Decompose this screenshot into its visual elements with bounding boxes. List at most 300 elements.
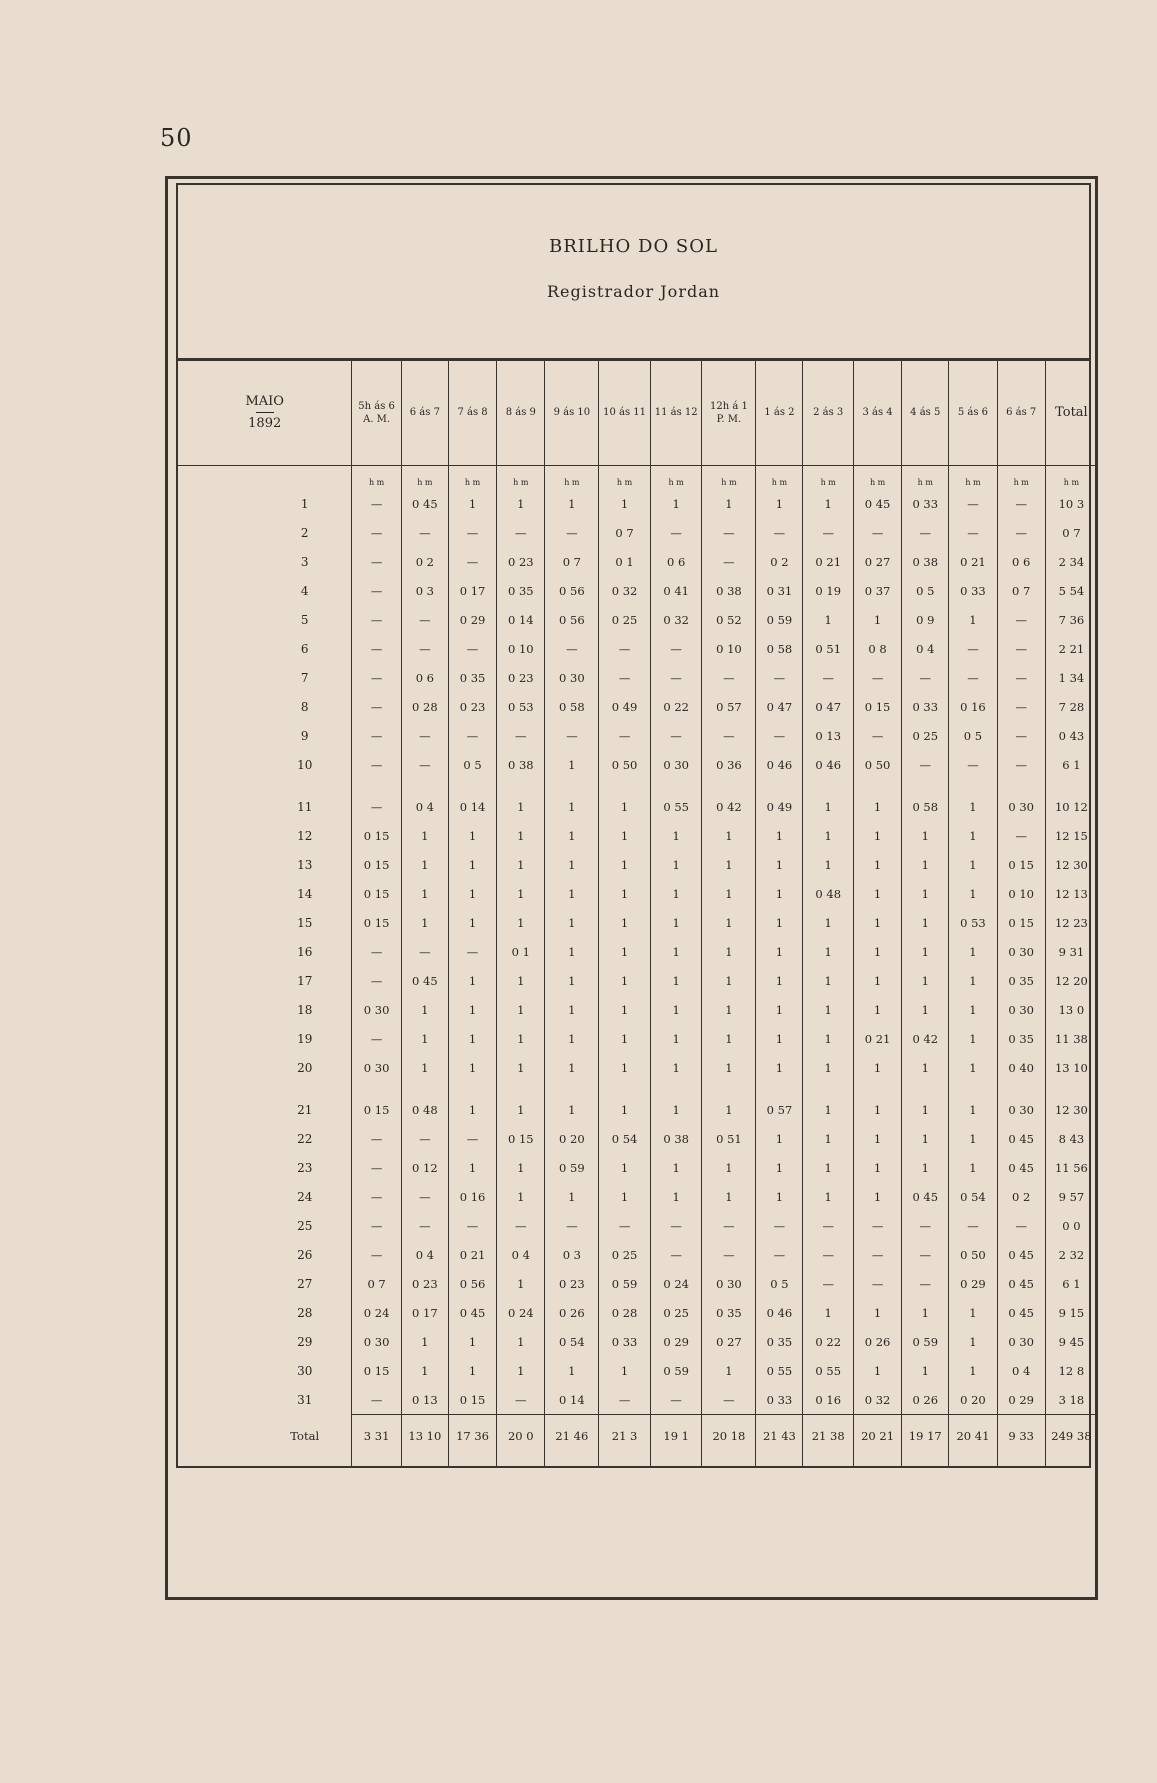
day-label: 29 [297,1335,313,1350]
table-cell: 0 38 [650,1124,702,1153]
year-label: 1892 [248,416,282,432]
table-cell: 0 4 [997,1357,1045,1386]
table-cell: 2 21 [1045,634,1097,663]
total-cell: 20 18 [702,1415,756,1458]
table-cell: 0 33 [949,576,997,605]
table-cell: 1 [949,1328,997,1357]
table-cell: 0 13 [803,722,853,751]
table-cell: 0 41 [650,576,702,605]
day-label: 4 [300,583,309,598]
table-cell: 1 [650,850,702,879]
table-cell: 1 [902,996,949,1025]
table-cell: 1 [853,850,901,879]
day-label: 28 [297,1306,313,1321]
table-cell: 1 [902,966,949,995]
table-cell: — [853,1240,901,1269]
table-cell: — [448,547,496,576]
table-cell: 0 2 [401,547,448,576]
table-cell: 0 32 [599,576,651,605]
table-cell: 1 [599,1357,651,1386]
table-cell: 0 38 [702,576,756,605]
table-cell: 1 [949,966,997,995]
table-cell: — [352,792,401,821]
table-cell: 1 [401,1025,448,1054]
table-cell: 0 45 [853,489,901,518]
table-cell: 1 [497,850,545,879]
table-cell: 12 30 [1045,1095,1097,1124]
table-cell: 1 [448,1095,496,1124]
table-cell: 1 [853,996,901,1025]
day-label: 18 [297,1003,313,1018]
table-cell: — [949,634,997,663]
table-cell: 0 15 [352,821,401,850]
table-cell: 1 [545,937,599,966]
table-row [178,1328,1097,1357]
table-cell: 1 [448,1153,496,1182]
spacer-cell [401,1458,448,1466]
table-cell: 0 15 [352,879,401,908]
table-cell: — [352,663,401,692]
table-cell: — [902,1269,949,1298]
table-cell: 9 31 [1045,937,1097,966]
day-label: 16 [297,944,313,959]
table-cell: 0 40 [997,1054,1045,1083]
table-cell: — [997,693,1045,722]
table-cell: 0 29 [949,1269,997,1298]
table-cell: 0 54 [599,1124,651,1153]
table-cell: 0 1 [497,937,545,966]
spacer-cell [1045,1083,1097,1095]
table-cell: 0 23 [545,1269,599,1298]
table-cell: — [599,1386,651,1415]
column-header-line: 2 ás 3 [813,407,844,419]
table-cell: — [902,518,949,547]
column-header [853,361,901,465]
table-cell: 0 30 [545,663,599,692]
table-cell: 0 35 [756,1328,803,1357]
table-cell: — [853,722,901,751]
table-cell: 1 [545,489,599,518]
table-cell: 0 50 [949,1240,997,1269]
table-cell: 0 30 [702,1269,756,1298]
table-cell: — [352,634,401,663]
total-cell: 21 3 [599,1415,651,1458]
table-cell: 0 45 [997,1269,1045,1298]
table-cell: 1 [702,1182,756,1211]
table-cell: — [352,1025,401,1054]
day-label: 22 [297,1131,313,1146]
column-header-line: 12h á 1 [709,400,748,412]
column-header-line: 9 ás 10 [553,407,591,419]
table-cell: 0 16 [803,1386,853,1415]
spacer-cell [853,1458,901,1466]
column-header-line: Total [1055,405,1088,421]
table-inner-frame [176,183,1091,1468]
table-cell: — [756,518,803,547]
table-cell: — [756,722,803,751]
table-cell: 12 13 [1045,879,1097,908]
table-cell: 0 45 [448,1299,496,1328]
table-cell: 1 [702,879,756,908]
table-cell: 1 [702,1153,756,1182]
spacer-cell [178,780,352,792]
table-cell: 0 10 [702,634,756,663]
table-cell: 0 33 [756,1386,803,1415]
table-cell: — [599,722,651,751]
table-cell: 1 [448,1054,496,1083]
table-cell: 1 [803,1153,853,1182]
table-cell: 1 [599,996,651,1025]
day-label: 27 [297,1276,313,1291]
table-cell: 0 5 [949,722,997,751]
spacer-cell [599,1458,651,1466]
day-label: 20 [297,1061,313,1076]
table-cell: — [401,937,448,966]
table-cell: 1 [702,1054,756,1083]
table-cell: 0 20 [949,1386,997,1415]
table-cell: — [545,518,599,547]
total-cell: 19 1 [650,1415,702,1458]
table-cell: — [756,663,803,692]
table-cell: 0 15 [997,908,1045,937]
table-cell: 0 46 [756,751,803,780]
table-cell: — [352,1240,401,1269]
month-label: MAIO [245,394,284,410]
table-cell: 1 [545,751,599,780]
table-cell: 1 [803,966,853,995]
table-cell: 1 [756,1124,803,1153]
table-cell: — [949,751,997,780]
table-cell: 1 [803,908,853,937]
table-cell: 1 [702,996,756,1025]
table-cell: 10 3 [1045,489,1097,518]
table-cell: 1 [702,937,756,966]
table-cell: 1 [650,1095,702,1124]
column-header-line: 4 ás 5 [910,407,941,419]
table-cell: 0 4 [902,634,949,663]
column-header [756,361,803,465]
table-cell: — [853,663,901,692]
table-row [178,1124,1097,1153]
column-header [902,361,949,465]
table-cell: 1 [756,996,803,1025]
spacer-cell [599,780,651,792]
spacer-cell [756,1083,803,1095]
table-cell: 1 [803,937,853,966]
column-header [448,361,496,465]
table-cell: 1 [448,850,496,879]
table-cell: — [352,1124,401,1153]
table-cell: 1 [949,879,997,908]
table-row [178,1054,1097,1083]
table-cell: 1 [599,792,651,821]
spacer-cell [352,780,401,792]
table-cell: 11 56 [1045,1153,1097,1182]
table-cell: 0 16 [448,1182,496,1211]
table-cell: 6 1 [1045,751,1097,780]
spacer-cell [178,1083,352,1095]
table-cell: — [997,821,1045,850]
table-cell: 0 10 [497,634,545,663]
table-cell: 0 23 [401,1269,448,1298]
spacer-cell [178,1458,352,1466]
table-cell: 1 [803,792,853,821]
spacer-cell [902,1083,949,1095]
table-cell: 0 20 [545,1124,599,1153]
day-label: 7 [300,671,309,685]
table-cell: 1 [902,1054,949,1083]
table-cell: 10 12 [1045,792,1097,821]
table-cell: — [352,1182,401,1211]
column-header [401,361,448,465]
table-cell: 1 [702,821,756,850]
table-row [178,576,1097,605]
table-cell: 0 57 [756,1095,803,1124]
column-header [997,361,1045,465]
table-cell: 0 5 [756,1269,803,1298]
table-cell: 1 [853,937,901,966]
table-row [178,1211,1097,1240]
table-cell: 0 58 [902,792,949,821]
day-label: 13 [297,857,313,872]
table-cell: 0 45 [902,1182,949,1211]
unit-label: h m [949,465,997,489]
table-cell: 1 [853,879,901,908]
table-cell: 1 [599,966,651,995]
table-row [178,1182,1097,1211]
table-cell: 1 [448,1328,496,1357]
table-cell: 0 56 [448,1269,496,1298]
table-cell: 0 13 [401,1386,448,1415]
spacer-cell [949,1083,997,1095]
table-cell: 0 58 [545,693,599,722]
table-cell: — [997,634,1045,663]
table-cell: 0 14 [448,792,496,821]
spacer-cell [702,780,756,792]
table-cell: 0 3 [401,576,448,605]
table-cell: — [352,1153,401,1182]
table-cell: — [401,751,448,780]
table-row [178,1025,1097,1054]
spacer-cell [997,780,1045,792]
table-cell: 1 [949,821,997,850]
table-cell: 0 50 [853,751,901,780]
table-cell: 0 38 [902,547,949,576]
total-cell: 9 33 [997,1415,1045,1458]
table-cell: 1 [497,821,545,850]
table-cell: 1 [650,1182,702,1211]
table-row [178,489,1097,518]
table-cell: 0 55 [756,1357,803,1386]
table-row [178,908,1097,937]
unit-label: h m [448,465,496,489]
table-row [178,518,1097,547]
table-cell: 0 31 [756,576,803,605]
column-header [702,361,756,465]
table-cell: 0 35 [448,663,496,692]
day-label: 14 [297,886,313,901]
spacer-cell [756,1458,803,1466]
table-cell: 0 14 [545,1386,599,1415]
table-cell: — [997,1211,1045,1240]
spacer-cell [902,780,949,792]
table-cell: 0 2 [997,1182,1045,1211]
table-cell: 0 59 [545,1153,599,1182]
spacer-cell [1045,1458,1097,1466]
table-cell: 0 30 [650,751,702,780]
table-cell: 1 [650,879,702,908]
table-cell: — [401,518,448,547]
table-title: BRILHO DO SOL [549,236,718,257]
total-row [178,1415,1097,1458]
table-row [178,1357,1097,1386]
column-header [599,361,651,465]
table-cell: 1 [497,1182,545,1211]
table-cell: 1 [401,996,448,1025]
table-cell: 1 [497,1095,545,1124]
day-label: 2 [300,525,309,540]
table-cell: 1 [545,908,599,937]
table-cell: 1 [853,1299,901,1328]
spacer-cell [650,1083,702,1095]
table-cell: 0 22 [803,1328,853,1357]
table-cell: 0 5 [902,576,949,605]
table-cell: 0 42 [702,792,756,821]
table-cell: — [902,1211,949,1240]
table-cell: 1 [599,1153,651,1182]
spacer-cell [650,1458,702,1466]
table-cell: 1 34 [1045,663,1097,692]
table-cell: 1 [803,850,853,879]
table-cell: 13 10 [1045,1054,1097,1083]
table-row [178,937,1097,966]
table-cell: 1 [650,821,702,850]
table-cell: — [949,663,997,692]
table-cell: — [448,1211,496,1240]
table-cell: 0 26 [545,1299,599,1328]
table-cell: 0 30 [997,996,1045,1025]
total-cell: 249 38 [1045,1415,1097,1458]
table-cell: 0 26 [902,1386,949,1415]
unit-label: h m [997,465,1045,489]
day-label: 5 [300,612,309,627]
table-cell: 0 50 [599,751,651,780]
table-cell: — [902,1240,949,1269]
table-cell: — [853,518,901,547]
table-cell: 0 3 [545,1240,599,1269]
table-cell: 0 30 [997,937,1045,966]
table-cell: — [997,518,1045,547]
table-cell: 0 52 [702,605,756,634]
table-row [178,1095,1097,1124]
table-cell: 0 7 [545,547,599,576]
table-row [178,693,1097,722]
table-cell: 1 [702,1357,756,1386]
table-cell: — [401,1182,448,1211]
table-cell: — [448,1124,496,1153]
table-row [178,1153,1097,1182]
table-cell: 1 [650,966,702,995]
table-cell: 1 [545,1095,599,1124]
table-cell: 1 [949,1299,997,1328]
table-cell: 0 49 [599,693,651,722]
table-cell: 0 59 [599,1269,651,1298]
day-label: 19 [297,1032,313,1047]
table-cell: 1 [448,1025,496,1054]
table-cell: 13 0 [1045,996,1097,1025]
table-cell: 1 [902,937,949,966]
table-cell: 1 [545,996,599,1025]
table-cell: 1 [902,1299,949,1328]
spacer-cell [803,780,853,792]
spacer-cell [803,1083,853,1095]
table-cell: — [650,518,702,547]
table-cell: — [756,1240,803,1269]
table-cell: 9 45 [1045,1328,1097,1357]
table-cell: 1 [949,937,997,966]
table-cell: 0 35 [997,1025,1045,1054]
table-cell: — [352,1386,401,1415]
column-header-line: 8 ás 9 [505,407,536,419]
table-cell: — [650,663,702,692]
table-cell: 1 [448,996,496,1025]
table-cell: 0 30 [352,996,401,1025]
table-cell: 1 [702,489,756,518]
table-row [178,722,1097,751]
table-cell: — [352,605,401,634]
table-cell: — [949,518,997,547]
table-cell: — [650,722,702,751]
table-cell: 8 43 [1045,1124,1097,1153]
table-cell: 1 [902,1124,949,1153]
table-cell: — [949,489,997,518]
table-cell: — [352,518,401,547]
table-cell: 1 [545,792,599,821]
table-cell: 0 58 [756,634,803,663]
table-cell: 7 36 [1045,605,1097,634]
table-cell: 0 59 [756,605,803,634]
table-cell: 1 [756,879,803,908]
table-cell: 1 [650,489,702,518]
table-cell: 0 43 [1045,722,1097,751]
spacer-cell [902,1458,949,1466]
spacer-cell [803,1458,853,1466]
table-row [178,634,1097,663]
total-cell: 21 46 [545,1415,599,1458]
spacer-cell [448,1083,496,1095]
table-cell: 1 [949,1054,997,1083]
table-cell: 0 29 [448,605,496,634]
unit-row [178,465,1097,489]
column-header [545,361,599,465]
spacer-cell [997,1083,1045,1095]
table-row [178,1386,1097,1415]
table-cell: 9 15 [1045,1299,1097,1328]
table-cell: 0 17 [401,1299,448,1328]
table-cell: 1 [401,1054,448,1083]
table-cell: 1 [853,792,901,821]
table-cell: 1 [803,1054,853,1083]
day-label: 10 [297,758,313,773]
total-cell: 20 21 [853,1415,901,1458]
table-cell: 0 24 [650,1269,702,1298]
table-cell: 11 38 [1045,1025,1097,1054]
table-cell: 0 48 [401,1095,448,1124]
table-cell: 0 36 [702,751,756,780]
table-cell: — [803,518,853,547]
end-row [178,1458,1097,1466]
table-cell: 0 7 [997,576,1045,605]
